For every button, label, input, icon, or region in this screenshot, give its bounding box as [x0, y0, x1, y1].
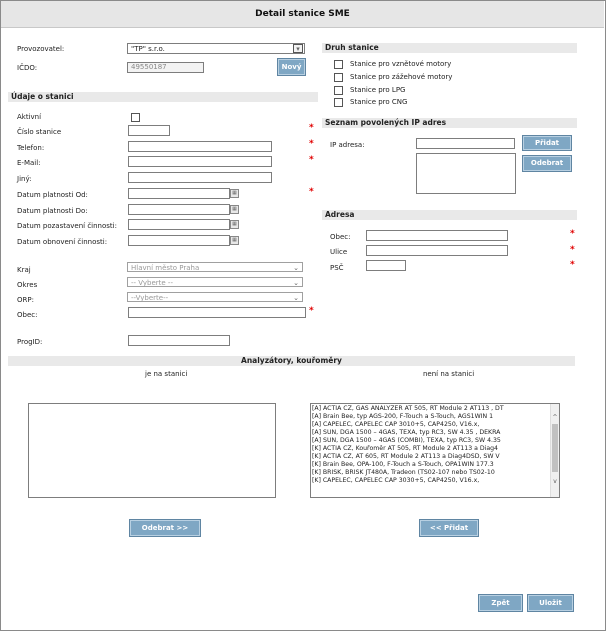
- aktivni-label: Aktivní: [17, 113, 42, 121]
- add-ip-button[interactable]: Přidat: [522, 135, 572, 151]
- icdo-label: IČDO:: [17, 64, 38, 72]
- pozastaveni-field[interactable]: [128, 219, 230, 230]
- telefon-label: Telefon:: [17, 144, 45, 152]
- okres-select[interactable]: [127, 277, 303, 287]
- kraj-value: Hlavní město Praha: [131, 264, 200, 272]
- required-mark: *: [570, 229, 575, 239]
- orp-label: ORP:: [17, 296, 34, 304]
- jiny-label: Jiný:: [17, 175, 32, 183]
- pozastaveni-label: Datum pozastavení činnosti:: [17, 222, 117, 230]
- list-item[interactable]: [A] SUN, DGA 1500 – 4GAS, TEXA, typ RC3, SW 4.35 , DEKRA: [312, 429, 501, 436]
- ulice-label: Ulice: [330, 248, 348, 256]
- obnoveni-field[interactable]: [128, 235, 230, 246]
- list-item[interactable]: [A] SUN, DGA 1500 – 4GAS (COMBI), TEXA, typ RC3, SW 4.35: [312, 437, 501, 444]
- section-analyzatory: Analyzátory, kouřoměry: [8, 356, 575, 366]
- druh-checkbox[interactable]: [334, 60, 343, 69]
- scrollbar[interactable]: [550, 404, 559, 497]
- required-mark: *: [309, 139, 314, 149]
- save-button[interactable]: Uložit: [527, 594, 574, 612]
- required-mark: *: [570, 260, 575, 270]
- okres-label: Okres: [17, 281, 38, 289]
- chevron-down-icon: ⌄: [293, 279, 299, 287]
- calendar-icon[interactable]: ▦: [230, 236, 239, 245]
- required-mark: *: [309, 155, 314, 165]
- list-item[interactable]: [K] CAPELEC, CAPELEC CAP 3030+5, CAP4250, V16.x,: [312, 477, 480, 484]
- list-item[interactable]: [A] ACTIA CZ, GAS ANALYZER AT 505, RT Module 2 AT113 , DT: [312, 405, 504, 412]
- jiny-field[interactable]: [128, 172, 272, 183]
- telefon-field[interactable]: [128, 141, 272, 152]
- platnost-do-field[interactable]: [128, 204, 230, 215]
- calendar-icon[interactable]: ▦: [230, 220, 239, 229]
- list-item[interactable]: [K] BRISK, BRISK JT480A, Tradeon (TS02-107 nebo TS02-10: [312, 469, 495, 476]
- email-label: E-Mail:: [17, 159, 41, 167]
- progid-label: ProgID:: [17, 338, 43, 346]
- aktivni-checkbox[interactable]: [131, 113, 140, 122]
- provozovatel-select[interactable]: [127, 43, 305, 54]
- orp-select[interactable]: [127, 292, 303, 302]
- je-na-stanici-label: je na stanici: [145, 370, 188, 378]
- druh-option-label: Stanice pro CNG: [350, 98, 408, 106]
- page-title: Detail stanice SME: [1, 1, 604, 28]
- cislo-field[interactable]: [128, 125, 170, 136]
- list-item[interactable]: [K] ACTIA CZ, AT 605, RT Module 2 AT113 a Diag4DSD, SW V: [312, 453, 500, 460]
- novy-button[interactable]: Nový: [277, 58, 306, 76]
- list-item[interactable]: [K] Brain Bee, OPA-100, F-Touch a S-Touch, OPA1WIN 177.3: [312, 461, 494, 468]
- psc-label: PSČ: [330, 264, 344, 272]
- remove-ip-button[interactable]: Odebrat: [522, 155, 572, 172]
- platnost-od-field[interactable]: [128, 188, 230, 199]
- chevron-down-icon: ⌄: [293, 264, 299, 272]
- provozovatel-value: "TP" s.r.o.: [131, 45, 165, 53]
- kraj-label: Kraj: [17, 266, 31, 274]
- pridat-analyzer-button[interactable]: << Přidat: [419, 519, 479, 537]
- ip-list[interactable]: [416, 153, 516, 194]
- available-analyzers-list[interactable]: [310, 403, 560, 498]
- provozovatel-label: Provozovatel:: [17, 45, 65, 53]
- chevron-down-icon: ⌄: [293, 294, 299, 302]
- odebrat-analyzer-button[interactable]: Odebrat >>: [129, 519, 201, 537]
- list-item[interactable]: [A] Brain Bee, typ AGS-200, F-Touch a S-Touch, AGS1WIN 1: [312, 413, 494, 420]
- druh-checkbox[interactable]: [334, 98, 343, 107]
- scroll-thumb[interactable]: [552, 424, 558, 472]
- kraj-select[interactable]: [127, 262, 303, 272]
- orp-value: --Vyberte--: [131, 294, 169, 302]
- required-mark: *: [309, 123, 314, 133]
- neni-na-stanici-label: není na stanici: [423, 370, 475, 378]
- ip-field[interactable]: [416, 138, 515, 149]
- list-item[interactable]: [A] CAPELEC, CAPELEC CAP 3010+5, CAP4250, V16.x,: [312, 421, 480, 428]
- section-udaje: Údaje o stanici: [8, 92, 318, 102]
- required-mark: *: [309, 306, 314, 316]
- icdo-field[interactable]: 49550187: [127, 62, 204, 73]
- chevron-down-icon: ▾: [293, 44, 303, 53]
- obec-label: Obec:: [17, 311, 38, 319]
- section-adresa: Adresa: [322, 210, 577, 220]
- section-druh: Druh stanice: [322, 43, 577, 53]
- okres-value: -- Vyberte --: [131, 279, 173, 287]
- email-field[interactable]: [128, 156, 272, 167]
- scroll-down-icon[interactable]: v: [553, 478, 557, 485]
- druh-option-label: Stanice pro vznětové motory: [350, 60, 452, 68]
- cislo-label: Číslo stanice: [17, 128, 62, 136]
- back-button[interactable]: Zpět: [478, 594, 523, 612]
- required-mark: *: [570, 245, 575, 255]
- progid-field[interactable]: [128, 335, 230, 346]
- druh-option-label: Stanice pro LPG: [350, 86, 406, 94]
- calendar-icon[interactable]: ▦: [230, 205, 239, 214]
- ip-label: IP adresa:: [330, 141, 365, 149]
- section-ip: Seznam povolených IP adres: [322, 118, 577, 128]
- druh-option-label: Stanice pro zážehové motory: [350, 73, 453, 81]
- required-mark: *: [309, 187, 314, 197]
- adresa-obec-label: Obec:: [330, 233, 351, 241]
- list-item[interactable]: [K] ACTIA CZ, Kouřoměr AT 505, RT Module 2 AT113 a Diag4: [312, 445, 498, 452]
- platnost-do-label: Datum platnosti Do:: [17, 207, 88, 215]
- ulice-field[interactable]: [366, 245, 508, 256]
- adresa-obec-field[interactable]: [366, 230, 508, 241]
- druh-checkbox[interactable]: [334, 73, 343, 82]
- platnost-od-label: Datum platnosti Od:: [17, 191, 88, 199]
- druh-checkbox[interactable]: [334, 86, 343, 95]
- obec-field[interactable]: [128, 307, 306, 318]
- scroll-up-icon[interactable]: ^: [552, 414, 558, 421]
- calendar-icon[interactable]: ▦: [230, 189, 239, 198]
- assigned-analyzers-list[interactable]: [28, 403, 276, 498]
- obnoveni-label: Datum obnovení činnosti:: [17, 238, 108, 246]
- psc-field[interactable]: [366, 260, 406, 271]
